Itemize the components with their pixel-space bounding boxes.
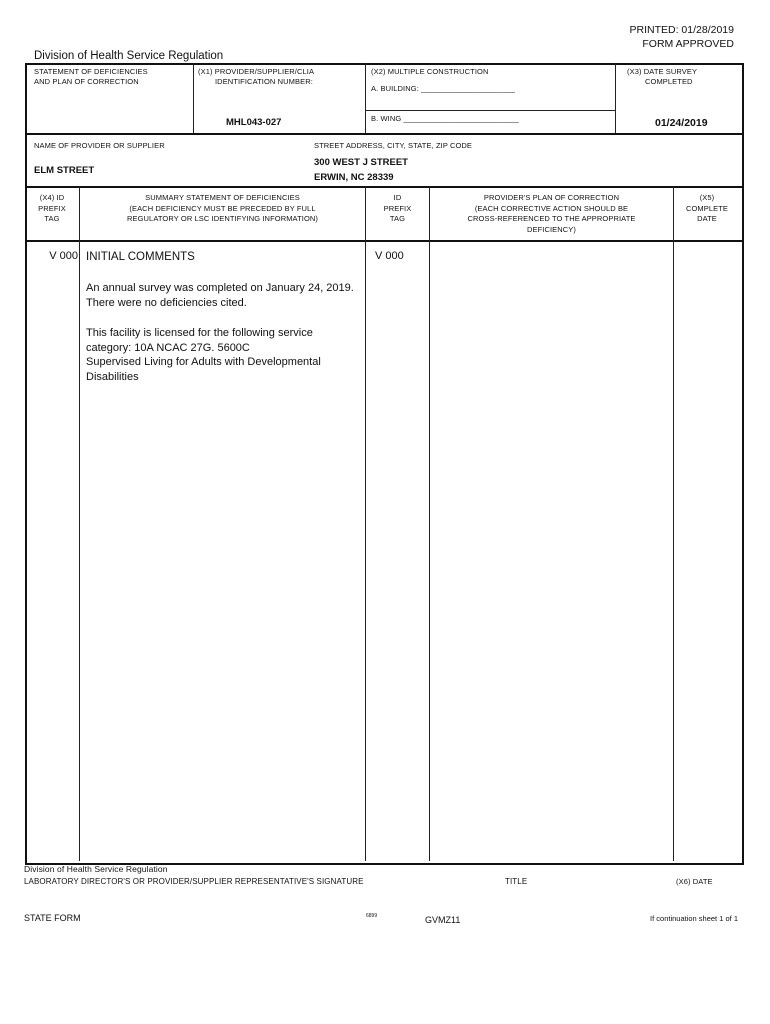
provider-name-label: NAME OF PROVIDER OR SUPPLIER	[34, 141, 165, 150]
footer-agency: Division of Health Service Regulation	[24, 864, 168, 874]
address-label: STREET ADDRESS, CITY, STATE, ZIP CODE	[314, 141, 473, 150]
x4-header: (X4) ID PREFIX TAG	[38, 193, 66, 223]
left-prefix-tag: V 000	[49, 250, 78, 262]
x3-label-1: (X3) DATE SURVEY	[627, 67, 698, 76]
survey-paragraph: An annual survey was completed on January 24, 2019. There were no deficiencies cited.	[86, 282, 354, 309]
survey-date-value: 01/24/2019	[655, 117, 708, 129]
title-label: TITLE	[505, 877, 528, 886]
x3-label-2: COMPLETED	[645, 77, 693, 86]
agency-title: Division of Health Service Regulation	[34, 50, 224, 62]
provider-id-value: MHL043-027	[226, 117, 282, 128]
x2-wing: B. WING ___________________________	[371, 114, 519, 123]
license-paragraph-1: This facility is licensed for the following service category: 10A NCAC 27G. 5600C	[86, 327, 313, 354]
right-prefix-tag: V 000	[375, 250, 404, 262]
license-paragraph-2: Supervised Living for Adults with Developmental Disabilities	[86, 356, 321, 383]
date-label: (X6) DATE	[676, 877, 713, 886]
provider-name-value: ELM STREET	[34, 165, 95, 176]
form-frame	[25, 63, 744, 865]
summary-header: SUMMARY STATEMENT OF DEFICIENCIES (EACH DEFICIENCY MUST BE PRECEDED BY FULL REGULATORY OR LSC IDENTIFYING INFORMATION)	[126, 193, 319, 223]
statement-label-2: AND PLAN OF CORRECTION	[34, 77, 139, 86]
x5-header: (X5) COMPLETE DATE	[685, 193, 729, 223]
entry-body	[86, 281, 358, 384]
continuation-sheet: If continuation sheet 1 of 1	[650, 914, 738, 923]
printed-date: PRINTED: 01/28/2019	[629, 24, 734, 36]
plan-header: PROVIDER'S PLAN OF CORRECTION (EACH CORRECTIVE ACTION SHOULD BE CROSS-REFERENCED TO THE APPROPRIATE DEFICIENCY)	[467, 193, 636, 234]
x1-label-1: (X1) PROVIDER/SUPPLIER/CLIA	[198, 67, 315, 76]
address-line-1: 300 WEST J STREET	[314, 157, 408, 168]
signature-label: LABORATORY DIRECTOR'S OR PROVIDER/SUPPLIER REPRESENTATIVE'S SIGNATURE	[24, 877, 364, 886]
event-code: GVMZ11	[425, 915, 461, 925]
x2-label: (X2) MULTIPLE CONSTRUCTION	[371, 67, 489, 76]
entry-title: INITIAL COMMENTS	[86, 251, 195, 263]
x2-building: A. BUILDING: ______________________	[371, 84, 516, 93]
id-header: ID PREFIX TAG	[383, 193, 412, 223]
form-approved: FORM APPROVED	[642, 38, 734, 50]
form-number: 6899	[366, 913, 378, 919]
address-line-2: ERWIN, NC 28339	[314, 172, 394, 183]
x1-label-2: IDENTIFICATION NUMBER:	[215, 77, 313, 86]
statement-label-1: STATEMENT OF DEFICIENCIES	[34, 67, 148, 76]
state-form-label: STATE FORM	[24, 913, 81, 923]
